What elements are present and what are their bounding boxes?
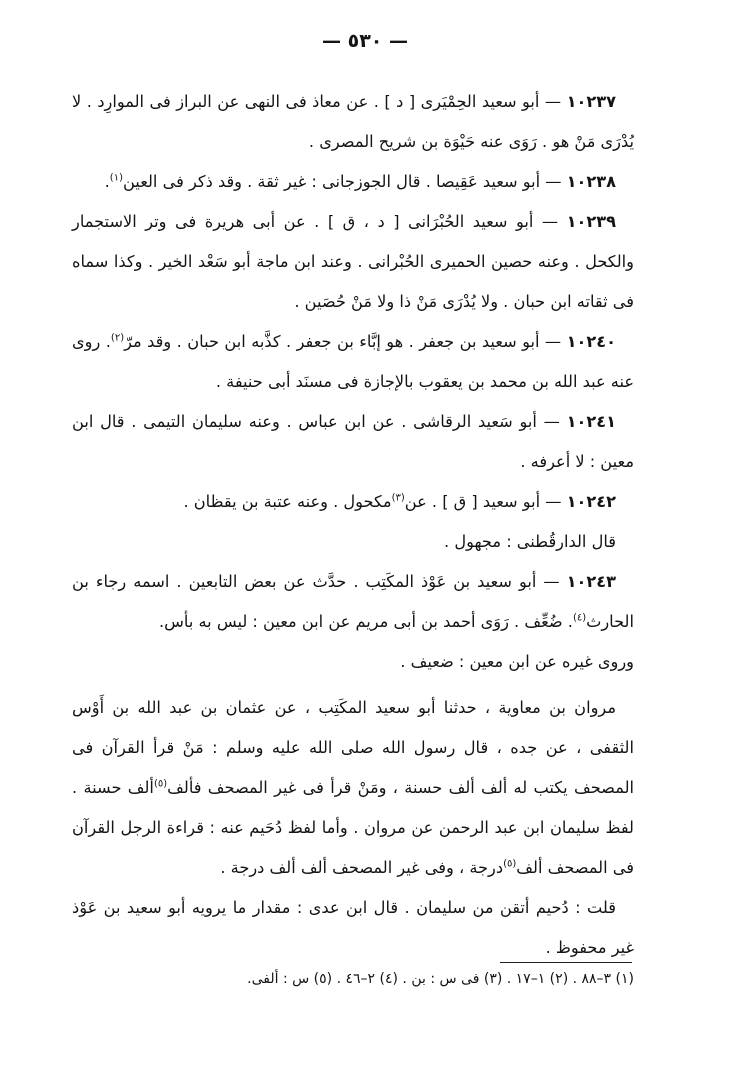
- hadith-paragraph: [72, 688, 634, 888]
- body-text: [72, 82, 634, 968]
- hadith-text: ألف حسنة . لفظ سليمان ابن عبد الرحمن عن مروان . وأما لفظ دُحَيم عنه : قراءة الرجل القرآن فى المصحف ألف: [72, 778, 634, 877]
- entry-number: ١٠٢٣٩: [566, 212, 616, 231]
- entry-dash: —: [536, 412, 567, 431]
- entry-text: أبو سعيد بن جعفر . هو إبَّاء بن جعفر . كذَّبه ابن حبان . وقد مرّ: [124, 332, 540, 351]
- entry-10238: [72, 162, 634, 202]
- entry-number: ١٠٢٣٧: [566, 92, 616, 111]
- footnote-divider: [500, 962, 632, 963]
- entry-text: أبو سعيد الحِمْيَرى [ د ] . عن معاذ فى النهى عن البراز فى الموارِد . لا يُدْرَى مَنْ هو . رَوَى عنه حَيْوَة بن شريح المصرى .: [72, 92, 634, 151]
- entry-10241: [72, 402, 634, 482]
- entry-10240: [72, 322, 634, 402]
- entry-text-after: مكحول . وعنه عتبة بن يقظان .: [183, 492, 392, 511]
- entry-text-after: . ضُعِّف . رَوَى أحمد بن أبى مريم عن ابن معين : ليس به بأس.: [159, 612, 573, 631]
- entry-dash: —: [536, 572, 567, 591]
- entry-dash: —: [533, 212, 567, 231]
- footnote-marker: (٥): [153, 778, 168, 790]
- hadith-text: مروان بن معاوية ، حدثنا أبو سعيد المكَتِب ، عن عثمان بن عبد الله بن أَوْس الثقفى ، عن جده ، قال رسول الله صلى الله عليه وسلم : مَنْ قرأ القرآن فى المصحف يكتب له ألف ألف حسنة ، ومَنْ قرأ فى غير المصحف فألف: [72, 698, 634, 797]
- others-line: وروى غيره عن ابن معين : ضعيف .: [400, 652, 634, 671]
- footnote-marker: (٥): [503, 858, 517, 870]
- daraqutni-line: قال الدارقُطنى : مجهول .: [444, 532, 616, 551]
- entry-dash: —: [540, 492, 567, 511]
- footnotes: (١) ٣–٨٨ . (٢) ١–١٧ . (٣) فى س : بن . (٤) ٢–٤٦ . (٥) س : ألفى.: [247, 971, 634, 987]
- closing-paragraph: قلت : دُحيم أتقن من سليمان . قال ابن عدى : مقدار ما يرويه أبو سعيد بن عَوْذ غير محفوظ .: [72, 898, 634, 957]
- entry-number: ١٠٢٤١: [566, 412, 616, 431]
- entry-text: أبو سعيد [ ق ] . عن: [404, 492, 541, 511]
- page-number: — ٥٣٠ —: [321, 30, 409, 52]
- entry-dash: —: [539, 92, 567, 111]
- footnote-marker: (٢): [110, 332, 125, 344]
- entry-10242: [72, 482, 634, 522]
- footnote-marker: (١): [109, 172, 123, 184]
- entry-number: ١٠٢٤٠: [566, 332, 616, 351]
- entry-10237: [72, 82, 634, 162]
- footnote-marker: (٤): [572, 612, 587, 624]
- entry-10243: [72, 562, 634, 642]
- entry-text-after: . روى عنه عبد الله بن محمد بن يعقوب بالإجازة فى مسنَد أبى حنيفة .: [72, 332, 634, 391]
- entry-text: أبو سعيد بن عَوْذ المكَتِب . حدَّث عن بعض التابعين . اسمه رجاء بن الحارث: [72, 572, 634, 631]
- entry-text: أبو سعيد الحُبْرَانى [ د ، ق ] . عن أبى هريرة فى وتر الاستجمار والكحل . وعنه حصين الحميرى الحُبْرانى . وعند ابن ماجة أبو سَعْد الخير . وكذا سماه فى ثقاته ابن حبان . ولا يُدْرَى مَنْ ذا ولا مَنْ حُصَين .: [72, 212, 634, 311]
- entry-dash: —: [540, 172, 567, 191]
- entry-number: ١٠٢٤٢: [566, 492, 616, 511]
- entry-number: ١٠٢٤٣: [566, 572, 616, 591]
- entry-text: أبو سعيد عَقِيصا . قال الجوزجانى : غير ثقة . وقد ذكر فى العين: [122, 172, 541, 191]
- entry-text-after: .: [104, 172, 110, 191]
- entry-number: ١٠٢٣٨: [566, 172, 616, 191]
- entry-text: أبو سَعيد الرقاشى . عن ابن عباس . وعنه سليمان التيمى . قال ابن معين : لا أعرفه .: [72, 412, 634, 471]
- hadith-text: درجة ، وفى غير المصحف ألف ألف درجة .: [220, 858, 504, 877]
- footnote-marker: (٣): [391, 492, 405, 504]
- entry-10239: [72, 202, 634, 322]
- entry-dash: —: [539, 332, 567, 351]
